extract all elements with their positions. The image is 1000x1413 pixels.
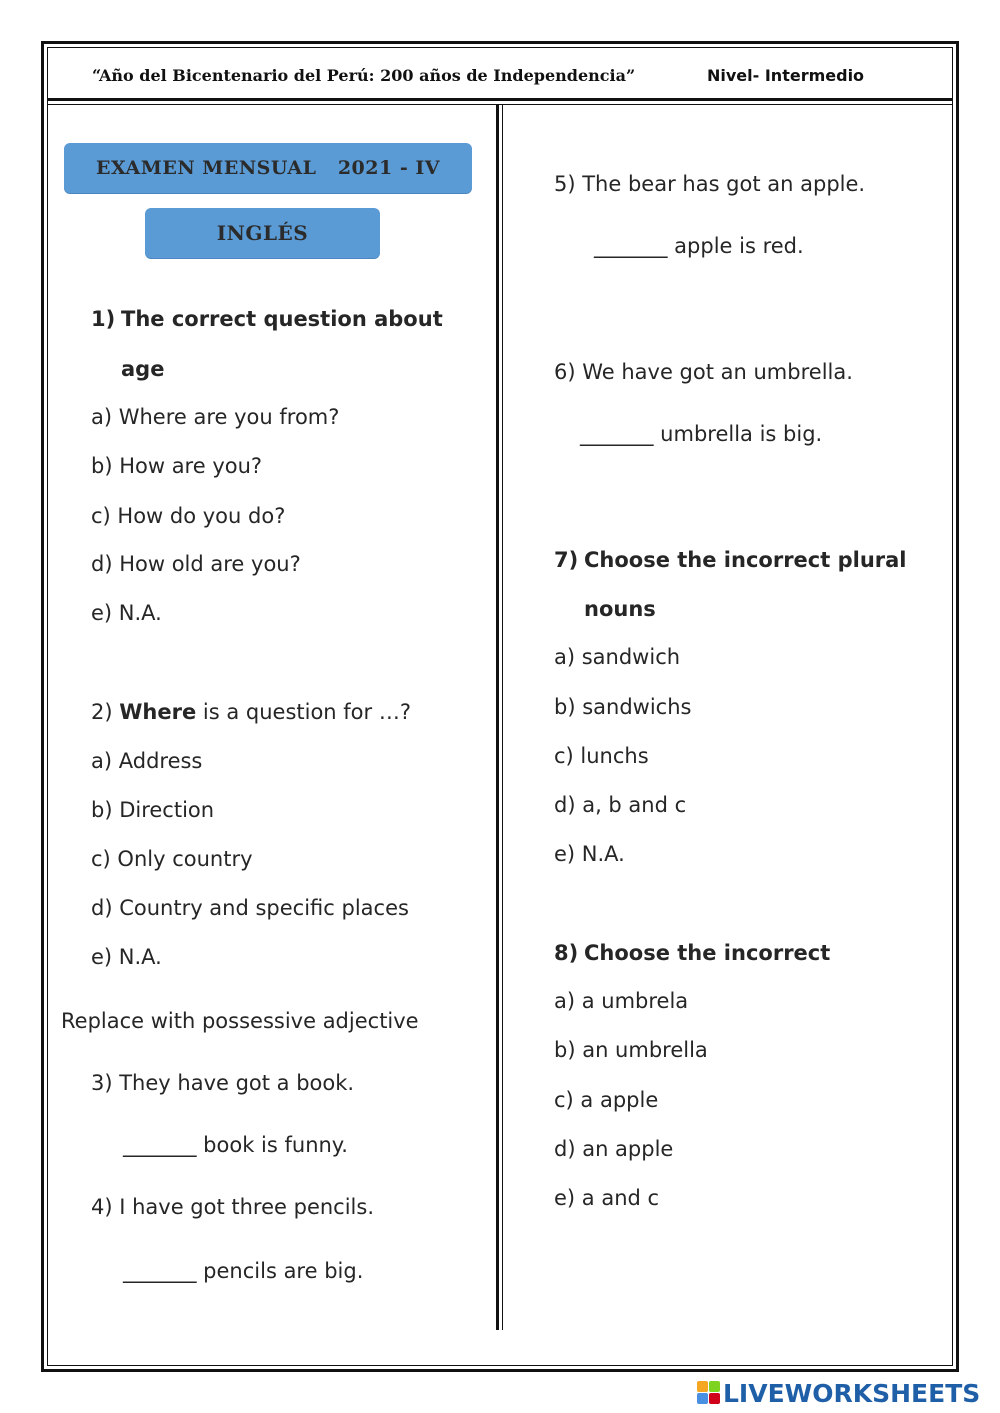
instruction-text: Replace with possessive adjective (61, 1009, 419, 1033)
q2-option-e[interactable]: e) N.A. (91, 945, 162, 969)
q2-option-c[interactable]: c) Only country (91, 847, 253, 871)
q6-sentence: 6) We have got an umbrella. (554, 360, 853, 384)
q4-answer-line[interactable]: _______ pencils are big. (123, 1259, 364, 1283)
exam-banner: EXAMEN MENSUAL 2021 - IV (64, 143, 472, 193)
liveworksheets-logo-icon (697, 1381, 721, 1405)
q8-title (554, 943, 830, 964)
q8-line1: Choose the incorrect (584, 941, 831, 965)
q2-option-b[interactable]: b) Direction (91, 798, 215, 822)
q1-option-b[interactable]: b) How are you? (91, 454, 263, 478)
q8-option-a[interactable]: a) a umbrela (554, 989, 689, 1013)
q8-option-d[interactable]: d) an apple (554, 1137, 674, 1161)
header-divider (47, 98, 953, 101)
header-title: “Año del Bicentenario del Perú: 200 años de Independencia” (92, 66, 636, 85)
q7-option-e[interactable]: e) N.A. (554, 842, 625, 866)
q8-option-c[interactable]: c) a apple (554, 1088, 659, 1112)
q7-option-a[interactable]: a) sandwich (554, 645, 681, 669)
q3-sentence: 3) They have got a book. (91, 1071, 355, 1095)
q7-title (554, 550, 907, 571)
q2-keyword: Where (119, 700, 197, 724)
q2-option-a[interactable]: a) Address (91, 749, 203, 773)
q2-number: 2) (91, 700, 113, 724)
q7-option-c[interactable]: c) lunchs (554, 744, 649, 768)
q1-option-a[interactable]: a) Where are you from? (91, 405, 340, 429)
q7-option-b[interactable]: b) sandwichs (554, 695, 692, 719)
column-divider (496, 104, 499, 1330)
q8-option-b[interactable]: b) an umbrella (554, 1038, 708, 1062)
liveworksheets-watermark[interactable] (697, 1380, 980, 1406)
header-divider-thin (47, 104, 953, 105)
column-divider-thin (502, 104, 503, 1330)
q7-line2: nouns (584, 597, 656, 621)
q1-title (91, 309, 443, 330)
q7-number: 7) (554, 548, 579, 572)
q3-answer-line[interactable]: _______ book is funny. (123, 1133, 348, 1157)
q5-sentence: 5) The bear has got an apple. (554, 172, 866, 196)
q6-answer-line[interactable]: _______ umbrella is big. (580, 422, 823, 446)
q2-rest: is a question for …? (196, 700, 411, 724)
watermark-text: LIVEWORKSHEETS (723, 1378, 981, 1408)
q7-line1: Choose the incorrect plural (584, 548, 907, 572)
q1-line2: age (121, 357, 165, 381)
q8-option-e[interactable]: e) a and c (554, 1186, 660, 1210)
q8-number: 8) (554, 941, 579, 965)
q1-option-d[interactable]: d) How old are you? (91, 552, 301, 576)
q1-line1: The correct question about (121, 307, 443, 331)
q1-option-e[interactable]: e) N.A. (91, 601, 162, 625)
q7-option-d[interactable]: d) a, b and c (554, 793, 687, 817)
subject-banner: INGLÉS (145, 208, 380, 258)
q4-sentence: 4) I have got three pencils. (91, 1195, 375, 1219)
q1-number: 1) (91, 307, 116, 331)
q2-title (91, 702, 411, 723)
q5-answer-line[interactable]: _______ apple is red. (594, 234, 804, 258)
q1-option-c[interactable]: c) How do you do? (91, 504, 286, 528)
header-level: Nivel- Intermedio (707, 66, 865, 85)
q2-option-d[interactable]: d) Country and specific places (91, 896, 409, 920)
